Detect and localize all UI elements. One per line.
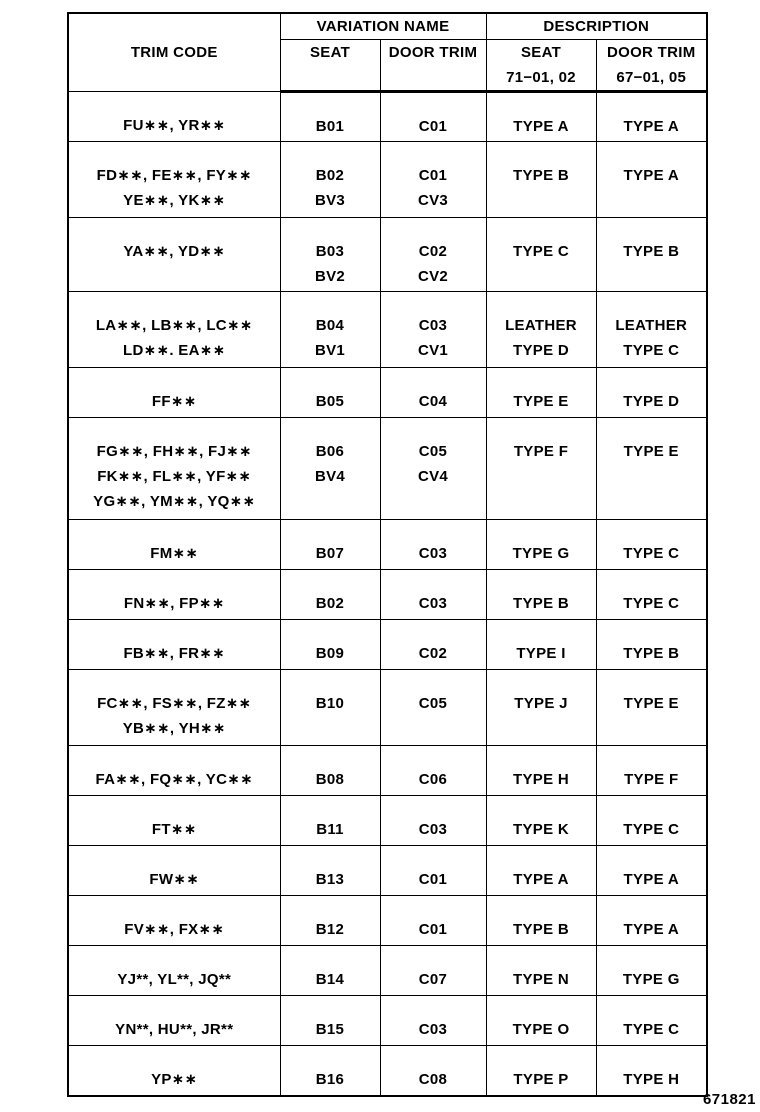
seat-variation-cell-line: B06 <box>315 443 345 460</box>
seat-description-cell <box>486 670 596 746</box>
door-trim-variation-cell-line: C05 <box>418 695 448 712</box>
door-trim-variation-cell <box>380 292 486 368</box>
door-trim-description-cell-line: TYPE E <box>623 443 679 460</box>
seat-variation-cell <box>280 1046 380 1096</box>
seat-variation-cell-line: B01 <box>315 118 345 135</box>
door-trim-variation-cell <box>380 946 486 996</box>
header-desc-seat <box>486 40 596 92</box>
seat-description-cell <box>486 418 596 520</box>
door-trim-description-cell-line: TYPE G <box>622 971 680 988</box>
seat-description-cell <box>486 142 596 218</box>
figure-number: 671821 <box>702 1091 756 1108</box>
seat-description-cell <box>486 292 596 368</box>
door-trim-description-cell <box>596 292 707 368</box>
door-trim-variation-cell <box>380 520 486 570</box>
door-trim-description-cell-line: TYPE H <box>623 1071 680 1088</box>
door-trim-variation-cell-line: C03 <box>418 317 448 334</box>
table-row <box>68 946 707 996</box>
door-trim-variation-cell-line: CV1 <box>417 342 449 359</box>
door-trim-variation-cell <box>380 142 486 218</box>
door-trim-description-cell-line: TYPE A <box>623 921 679 938</box>
trim-code-cell-line: LA∗∗, LB∗∗, LC∗∗ <box>95 317 253 334</box>
seat-variation-cell <box>280 796 380 846</box>
seat-description-cell-line: TYPE B <box>513 921 569 938</box>
table-row <box>68 418 707 520</box>
door-trim-variation-cell-line: C03 <box>418 595 448 612</box>
table-row <box>68 996 707 1046</box>
door-trim-variation-cell <box>380 1046 486 1096</box>
header-variation-name: VARIATION NAME <box>280 13 486 40</box>
header-desc-door-label: DOOR TRIM <box>606 44 696 61</box>
door-trim-description-cell <box>596 796 707 846</box>
seat-variation-cell-line: B15 <box>315 1021 345 1038</box>
seat-description-cell-line: TYPE A <box>513 871 569 888</box>
seat-description-cell-line: TYPE A <box>513 118 569 135</box>
table-row <box>68 218 707 292</box>
door-trim-description-cell-line: TYPE C <box>623 595 680 612</box>
door-trim-description-cell <box>596 846 707 896</box>
seat-description-cell <box>486 620 596 670</box>
trim-code-cell <box>68 620 280 670</box>
seat-description-cell-line: TYPE C <box>513 243 569 260</box>
door-trim-description-cell <box>596 1046 707 1096</box>
table-row <box>68 620 707 670</box>
seat-description-cell <box>486 1046 596 1096</box>
seat-description-cell <box>486 570 596 620</box>
door-trim-variation-cell-line: C01 <box>418 167 448 184</box>
door-trim-description-cell <box>596 218 707 292</box>
door-trim-variation-cell <box>380 896 486 946</box>
seat-description-cell <box>486 946 596 996</box>
door-trim-description-cell <box>596 896 707 946</box>
door-trim-description-cell-line: TYPE A <box>623 871 679 888</box>
trim-code-cell <box>68 796 280 846</box>
table-row <box>68 1046 707 1096</box>
seat-variation-cell-line: B11 <box>316 821 344 838</box>
door-trim-description-cell <box>596 620 707 670</box>
trim-code-cell <box>68 946 280 996</box>
seat-description-cell <box>486 368 596 418</box>
seat-variation-cell-line: B02 <box>315 167 345 184</box>
seat-description-cell-line: TYPE B <box>513 595 569 612</box>
seat-variation-cell-line: B05 <box>315 393 345 410</box>
table-row <box>68 670 707 746</box>
door-trim-description-cell-line: TYPE A <box>623 118 679 135</box>
table-row <box>68 570 707 620</box>
door-trim-variation-cell <box>380 620 486 670</box>
door-trim-variation-cell <box>380 218 486 292</box>
door-trim-variation-cell-line: C03 <box>418 821 448 838</box>
door-trim-variation-cell <box>380 846 486 896</box>
trim-code-cell-line: LD∗∗. EA∗∗ <box>123 342 226 359</box>
door-trim-description-cell <box>596 996 707 1046</box>
door-trim-description-cell <box>596 570 707 620</box>
trim-code-cell-line: YJ**, YL**, JQ** <box>117 971 232 988</box>
door-trim-variation-cell <box>380 996 486 1046</box>
seat-variation-cell-line: B13 <box>315 871 345 888</box>
seat-description-cell <box>486 896 596 946</box>
header-seat: SEAT <box>280 40 380 92</box>
trim-code-table <box>67 12 708 1097</box>
seat-variation-cell-line: BV2 <box>314 268 346 285</box>
door-trim-description-cell <box>596 946 707 996</box>
header-desc-door-ref: 67−01, 05 <box>616 69 687 86</box>
seat-description-cell <box>486 520 596 570</box>
trim-code-cell <box>68 92 280 142</box>
door-trim-variation-cell <box>380 746 486 796</box>
door-trim-description-cell-line: TYPE E <box>623 695 679 712</box>
door-trim-description-cell-line: TYPE B <box>623 243 680 260</box>
seat-description-cell <box>486 996 596 1046</box>
trim-code-cell-line: FM∗∗ <box>150 545 199 562</box>
seat-variation-cell <box>280 620 380 670</box>
seat-variation-cell <box>280 292 380 368</box>
seat-variation-cell-line: B04 <box>315 317 345 334</box>
door-trim-variation-cell-line: C06 <box>418 771 448 788</box>
seat-variation-cell-line: B02 <box>315 595 345 612</box>
table-row <box>68 796 707 846</box>
trim-code-cell <box>68 570 280 620</box>
door-trim-description-cell-line: TYPE A <box>623 167 679 184</box>
trim-code-cell-line: YB∗∗, YH∗∗ <box>122 720 226 737</box>
trim-code-cell <box>68 368 280 418</box>
seat-variation-cell <box>280 996 380 1046</box>
door-trim-variation-cell <box>380 418 486 520</box>
seat-variation-cell <box>280 368 380 418</box>
trim-code-cell-line: FF∗∗ <box>151 393 197 410</box>
seat-description-cell <box>486 846 596 896</box>
seat-variation-cell <box>280 142 380 218</box>
door-trim-description-cell-line: TYPE C <box>623 821 680 838</box>
door-trim-variation-cell-line: C08 <box>418 1071 448 1088</box>
seat-variation-cell-line: B12 <box>315 921 345 938</box>
door-trim-variation-cell-line: C04 <box>418 393 448 410</box>
seat-description-cell-line: TYPE J <box>514 695 568 712</box>
seat-variation-cell-line: B03 <box>315 243 345 260</box>
seat-variation-cell-line: B14 <box>315 971 345 988</box>
seat-description-cell <box>486 92 596 142</box>
header-trim-code: TRIM CODE <box>68 13 280 92</box>
trim-code-cell <box>68 746 280 796</box>
door-trim-description-cell-line: TYPE C <box>623 342 680 359</box>
trim-code-cell-line: YA∗∗, YD∗∗ <box>123 243 226 260</box>
trim-code-cell <box>68 418 280 520</box>
trim-code-cell-line: FU∗∗, YR∗∗ <box>123 117 226 134</box>
table-row <box>68 92 707 142</box>
seat-description-cell-line: TYPE O <box>512 1021 570 1038</box>
header-desc-seat-ref: 71−01, 02 <box>506 69 576 86</box>
door-trim-variation-cell-line: CV3 <box>417 192 449 209</box>
table-row <box>68 846 707 896</box>
seat-description-cell-line: TYPE K <box>513 821 569 838</box>
door-trim-description-cell <box>596 746 707 796</box>
header-description: DESCRIPTION <box>486 13 707 40</box>
door-trim-variation-cell-line: C01 <box>418 118 448 135</box>
door-trim-description-cell <box>596 520 707 570</box>
trim-code-cell-line: FT∗∗ <box>151 821 197 838</box>
trim-code-cell-line: YP∗∗ <box>151 1071 198 1088</box>
table-row <box>68 142 707 218</box>
door-trim-description-cell-line: LEATHER <box>615 317 688 334</box>
seat-description-cell-line: TYPE F <box>513 443 569 460</box>
seat-variation-cell-line: BV1 <box>314 342 346 359</box>
door-trim-variation-cell <box>380 92 486 142</box>
seat-variation-cell-line: B07 <box>315 545 345 562</box>
table-row <box>68 368 707 418</box>
trim-code-cell-line: YN**, HU**, JR** <box>115 1021 234 1038</box>
trim-code-cell <box>68 292 280 368</box>
seat-description-cell-line: TYPE E <box>513 393 569 410</box>
trim-code-cell-line: FV∗∗, FX∗∗ <box>124 921 225 938</box>
seat-variation-cell <box>280 746 380 796</box>
seat-description-cell <box>486 796 596 846</box>
seat-variation-cell <box>280 946 380 996</box>
trim-code-cell <box>68 670 280 746</box>
seat-description-cell <box>486 218 596 292</box>
seat-variation-cell <box>280 218 380 292</box>
table-row <box>68 292 707 368</box>
seat-description-cell-line: TYPE H <box>513 771 569 788</box>
trim-code-cell <box>68 142 280 218</box>
trim-code-cell-line: FW∗∗ <box>149 871 200 888</box>
seat-description-cell-line: TYPE P <box>513 1071 569 1088</box>
header-desc-door <box>596 40 707 92</box>
door-trim-variation-cell-line: C01 <box>418 871 448 888</box>
seat-variation-cell-line: BV3 <box>314 192 346 209</box>
seat-variation-cell <box>280 92 380 142</box>
trim-code-cell <box>68 1046 280 1096</box>
door-trim-description-cell <box>596 92 707 142</box>
seat-variation-cell <box>280 846 380 896</box>
door-trim-variation-cell-line: CV2 <box>417 268 449 285</box>
door-trim-description-cell <box>596 142 707 218</box>
seat-variation-cell-line: BV4 <box>314 468 346 485</box>
door-trim-variation-cell-line: C03 <box>418 545 448 562</box>
trim-code-cell-line: FK∗∗, FL∗∗, YF∗∗ <box>97 468 252 485</box>
door-trim-description-cell <box>596 418 707 520</box>
seat-description-cell-line: TYPE N <box>513 971 569 988</box>
door-trim-variation-cell-line: C05 <box>418 443 448 460</box>
trim-code-cell <box>68 520 280 570</box>
door-trim-variation-cell-line: CV4 <box>417 468 449 485</box>
trim-code-cell-line: FA∗∗, FQ∗∗, YC∗∗ <box>95 771 253 788</box>
trim-code-cell-line: FD∗∗, FE∗∗, FY∗∗ <box>96 167 252 184</box>
door-trim-variation-cell-line: C07 <box>418 971 448 988</box>
seat-variation-cell <box>280 520 380 570</box>
seat-description-cell-line: LEATHER <box>505 317 577 334</box>
seat-variation-cell-line: B10 <box>315 695 345 712</box>
table-row <box>68 520 707 570</box>
door-trim-variation-cell <box>380 670 486 746</box>
door-trim-variation-cell <box>380 368 486 418</box>
door-trim-description-cell-line: TYPE C <box>623 545 680 562</box>
door-trim-description-cell-line: TYPE B <box>623 645 680 662</box>
trim-code-cell-line: FN∗∗, FP∗∗ <box>123 595 225 612</box>
door-trim-description-cell-line: TYPE D <box>623 393 680 410</box>
door-trim-description-cell-line: TYPE F <box>624 771 679 788</box>
trim-code-cell-line: FG∗∗, FH∗∗, FJ∗∗ <box>96 443 252 460</box>
seat-description-cell-line: TYPE B <box>513 167 569 184</box>
door-trim-variation-cell <box>380 570 486 620</box>
seat-variation-cell-line: B08 <box>315 771 345 788</box>
seat-variation-cell <box>280 418 380 520</box>
seat-description-cell-line: TYPE I <box>516 645 566 662</box>
seat-variation-cell <box>280 896 380 946</box>
door-trim-variation-cell-line: C02 <box>418 645 448 662</box>
trim-code-cell-line: FC∗∗, FS∗∗, FZ∗∗ <box>97 695 252 712</box>
seat-variation-cell <box>280 670 380 746</box>
door-trim-description-cell <box>596 670 707 746</box>
door-trim-variation-cell <box>380 796 486 846</box>
trim-code-cell <box>68 846 280 896</box>
door-trim-variation-cell-line: C02 <box>418 243 448 260</box>
door-trim-description-cell-line: TYPE C <box>623 1021 680 1038</box>
seat-description-cell-line: TYPE G <box>512 545 570 562</box>
trim-code-cell-line: YE∗∗, YK∗∗ <box>123 192 226 209</box>
seat-description-cell <box>486 746 596 796</box>
door-trim-variation-cell-line: C01 <box>418 921 448 938</box>
trim-code-cell <box>68 218 280 292</box>
door-trim-description-cell <box>596 368 707 418</box>
trim-code-cell <box>68 896 280 946</box>
trim-code-cell-line: FB∗∗, FR∗∗ <box>123 645 226 662</box>
seat-description-cell-line: TYPE D <box>513 342 569 359</box>
header-desc-seat-label: SEAT <box>520 44 562 61</box>
seat-variation-cell-line: B16 <box>315 1071 345 1088</box>
table-body <box>68 92 707 1096</box>
header-door-trim: DOOR TRIM <box>380 40 486 92</box>
door-trim-variation-cell-line: C03 <box>418 1021 448 1038</box>
table-row <box>68 746 707 796</box>
trim-code-cell-line: YG∗∗, YM∗∗, YQ∗∗ <box>93 493 256 510</box>
trim-code-cell <box>68 996 280 1046</box>
seat-variation-cell-line: B09 <box>315 645 345 662</box>
seat-variation-cell <box>280 570 380 620</box>
table-row <box>68 896 707 946</box>
